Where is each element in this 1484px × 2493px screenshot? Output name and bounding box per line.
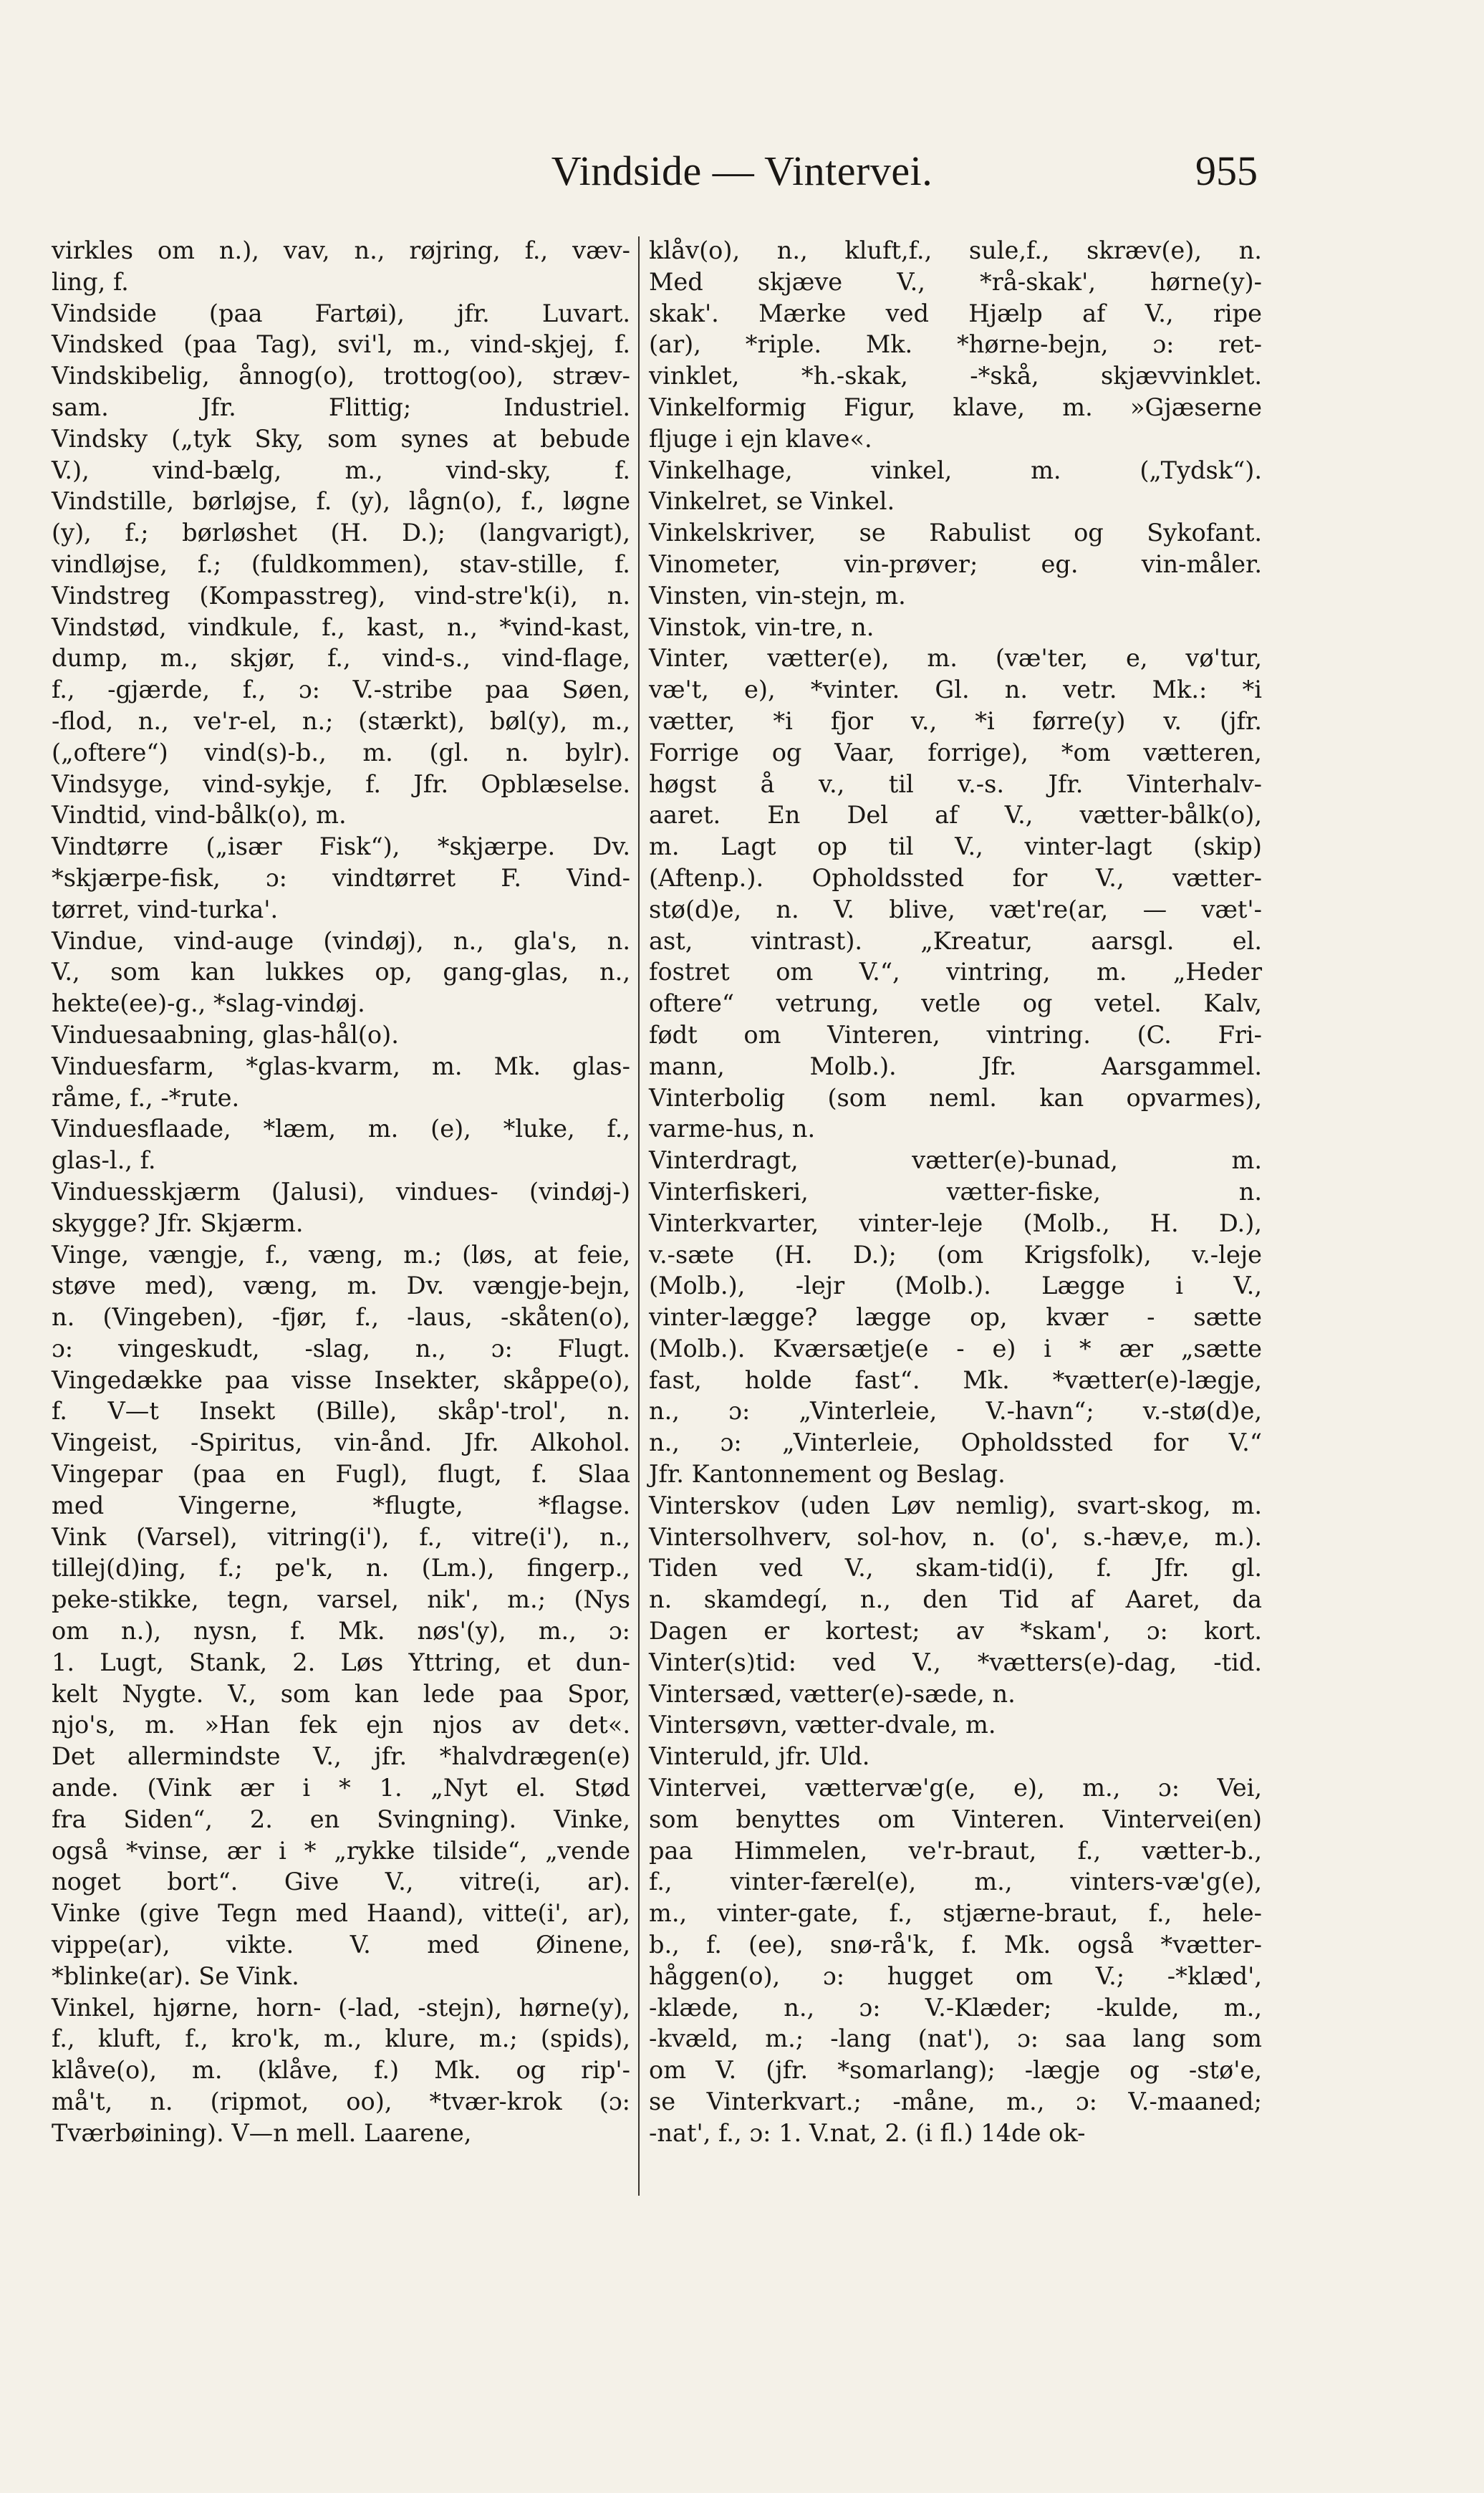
dictionary-line: Vindsky („tyk Sky, som synes at bebude xyxy=(52,424,630,453)
dictionary-line: ande. (Vink ær i * 1. „Nyt el. Stød xyxy=(52,1774,630,1802)
dictionary-line: Vindside (paa Fartøi), jfr. Luvart. xyxy=(52,299,630,327)
dictionary-line: Vinterbolig (som neml. kan opvarmes), xyxy=(649,1083,1262,1112)
running-title: Vindside — Vintervei. xyxy=(551,148,933,194)
dictionary-line: njo's, m. »Han fek ejn njos av det«. xyxy=(52,1711,630,1739)
dictionary-line: dump, m., skjør, f., vind-s., vind-flage, xyxy=(52,644,630,673)
dictionary-line: n., ɔ: „Vinterleie, V.-havn“; v.-stø(d)e, xyxy=(649,1397,1262,1426)
dictionary-line: vinter-lægge? lægge op, kvær - sætte xyxy=(649,1303,1262,1332)
dictionary-line: ɔ: vingeskudt, -slag, n., ɔ: Flugt. xyxy=(52,1334,630,1363)
dictionary-line: f. V—t Insekt (Bille), skåp'-trol', n. xyxy=(52,1397,630,1426)
dictionary-line: se Vinterkvart.; -måne, m., ɔ: V.-maaned; xyxy=(649,2088,1262,2116)
dictionary-line: f., kluft, f., kro'k, m., klure, m.; (spids), xyxy=(52,2024,630,2053)
dictionary-line: ast, vintrast). „Kreatur, aarsgl. el. xyxy=(649,926,1262,955)
dictionary-line: væ't, e), *vinter. Gl. n. vetr. Mk.: *i xyxy=(649,676,1262,704)
dictionary-line: håggen(o), ɔ: hugget om V.; -*klæd', xyxy=(649,1961,1262,1990)
dictionary-line: vætter, *i fjor v., *i førre(y) v. (jfr. xyxy=(649,706,1262,735)
dictionary-line: Forrige og Vaar, forrige), *om vætteren, xyxy=(649,738,1262,767)
dictionary-line: *skjærpe-fisk, ɔ: vindtørret F. Vind- xyxy=(52,863,630,892)
dictionary-line: Vinkelret, se Vinkel. xyxy=(649,487,895,516)
dictionary-line: vippe(ar), vikte. V. med Øinene, xyxy=(52,1931,630,1959)
dictionary-line: n. skamdegí, n., den Tid af Aaret, da xyxy=(649,1585,1262,1614)
dictionary-line: Vinduesflaade, *læm, m. (e), *luke, f., xyxy=(52,1115,630,1143)
dictionary-line: fostret om V.“, vintring, m. „Heder xyxy=(649,958,1262,986)
dictionary-line: v.-sæte (H. D.); (om Krigsfolk), v.-leje xyxy=(649,1240,1262,1269)
dictionary-line: V., som kan lukkes op, gang-glas, n., xyxy=(52,958,630,986)
dictionary-line: Tværbøining). V—n mell. Laarene, xyxy=(52,2118,472,2147)
dictionary-line: om V. (jfr. *somarlang); -lægje og -stø'e, xyxy=(649,2056,1262,2085)
dictionary-line: skak'. Mærke ved Hjælp af V., ripe xyxy=(649,299,1262,327)
dictionary-line: m., vinter-gate, f., stjærne-braut, f., hele- xyxy=(649,1899,1262,1928)
dictionary-line: Vink (Varsel), vitring(i'), f., vitre(i'), n., xyxy=(52,1522,630,1551)
dictionary-line: Vintersæd, vætter(e)-sæde, n. xyxy=(649,1679,1016,1708)
dictionary-line: Vinterdragt, vætter(e)-bunad, m. xyxy=(649,1146,1262,1175)
dictionary-line: vinklet, *h.-skak, -*skå, skjævvinklet. xyxy=(649,362,1262,390)
dictionary-line: aaret. En Del af V., vætter-bålk(o), xyxy=(649,801,1262,830)
dictionary-line: om n.), nysn, f. Mk. nøs'(y), m., ɔ: xyxy=(52,1617,630,1646)
dictionary-line: mann, Molb.). Jfr. Aarsgammel. xyxy=(649,1052,1262,1080)
dictionary-line: n. (Vingeben), -fjør, f., -laus, -skåten(o), xyxy=(52,1303,630,1332)
dictionary-line: n., ɔ: „Vinterleie, Opholdssted for V.“ xyxy=(649,1428,1262,1457)
dictionary-line: Vinge, vængje, f., væng, m.; (løs, at feie, xyxy=(52,1240,630,1269)
dictionary-line: Vinstok, vin-tre, n. xyxy=(649,613,874,641)
dictionary-line: Vindstreg (Kompasstreg), vind-stre'k(i), n. xyxy=(52,581,630,610)
dictionary-line: vindløjse, f.; (fuldkommen), stav-stille, f. xyxy=(52,549,630,578)
dictionary-line: -flod, n., ve'r-el, n.; (stærkt), bøl(y), m., xyxy=(52,706,630,735)
dictionary-line: varme-hus, n. xyxy=(649,1115,816,1143)
dictionary-line: kelt Nygte. V., som kan lede paa Spor, xyxy=(52,1679,630,1708)
dictionary-line: (y), f.; børløshet (H. D.); (langvarigt), xyxy=(52,519,630,547)
dictionary-line: f., vinter-færel(e), m., vinters-væ'g(e), xyxy=(649,1868,1262,1896)
dictionary-line: Jfr. Kantonnement og Beslag. xyxy=(649,1460,1006,1489)
left-column xyxy=(52,235,630,2149)
dictionary-line: Tiden ved V., skam-tid(i), f. Jfr. gl. xyxy=(649,1554,1262,1582)
dictionary-line: fljuge i ejn klave«. xyxy=(649,424,872,453)
dictionary-line: Vinduesskjærm (Jalusi), vindues- (vindøj-) xyxy=(52,1177,630,1206)
dictionary-line: tillej(d)ing, f.; pe'k, n. (Lm.), fingerp., xyxy=(52,1554,630,1582)
dictionary-line: Dagen er kortest; av *skam', ɔ: kort. xyxy=(649,1617,1262,1646)
dictionary-line: Vindsked (paa Tag), svi'l, m., vind-skjej, f. xyxy=(52,330,630,359)
dictionary-line: (Molb.). Kværsætje(e - e) i * ær „sætte xyxy=(649,1334,1262,1363)
dictionary-line: med Vingerne, *flugte, *flagse. xyxy=(52,1491,630,1519)
dictionary-line: Med skjæve V., *rå-skak', hørne(y)- xyxy=(649,267,1262,296)
dictionary-line: 1. Lugt, Stank, 2. Løs Yttring, et dun- xyxy=(52,1648,630,1676)
dictionary-line: Vingedække paa visse Insekter, skåppe(o), xyxy=(52,1365,630,1394)
dictionary-line: Vindue, vind-auge (vindøj), n., gla's, n. xyxy=(52,926,630,955)
dictionary-line: fra Siden“, 2. en Svingning). Vinke, xyxy=(52,1805,630,1833)
dictionary-line: Vinter(s)tid: ved V., *vætters(e)-dag, -tid. xyxy=(649,1648,1262,1676)
column-divider xyxy=(638,236,640,2196)
dictionary-line: virkles om n.), vav, n., røjring, f., væv- xyxy=(52,236,630,264)
dictionary-line: født om Vinteren, vintring. (C. Fri- xyxy=(649,1020,1262,1049)
dictionary-line: Vinometer, vin-prøver; eg. vin-måler. xyxy=(649,549,1262,578)
dictionary-line: paa Himmelen, ve'r-braut, f., vætter-b., xyxy=(649,1836,1262,1865)
dictionary-line: (ar), *riple. Mk. *hørne-bejn, ɔ: ret- xyxy=(649,330,1262,359)
dictionary-line: Vinke (give Tegn med Haand), vitte(i', ar), xyxy=(52,1899,630,1928)
dictionary-line: Vinterskov (uden Løv nemlig), svart-skog, m. xyxy=(649,1491,1262,1519)
dictionary-line: Vinter, vætter(e), m. (væ'ter, e, vø'tur, xyxy=(649,644,1262,673)
dictionary-line: klåv(o), n., kluft,f., sule,f., skræv(e), n. xyxy=(649,236,1262,264)
dictionary-line: m. Lagt op til V., vinter-lagt (skip) xyxy=(649,832,1262,861)
dictionary-line: -klæde, n., ɔ: V.-Klæder; -kulde, m., xyxy=(649,1993,1262,2022)
dictionary-line: som benyttes om Vinteren. Vintervei(en) xyxy=(649,1805,1262,1833)
right-column xyxy=(649,235,1262,2149)
dictionary-line: Vinterkvarter, vinter-leje (Molb., H. D.), xyxy=(649,1209,1262,1237)
dictionary-line: Vintersolhverv, sol-hov, n. (o', s.-hæv,e, m.). xyxy=(649,1522,1262,1551)
dictionary-line: Vinkelskriver, se Rabulist og Sykofant. xyxy=(649,519,1262,547)
dictionary-line: Vingeist, -Spiritus, vin-ånd. Jfr. Alkohol. xyxy=(52,1428,630,1457)
dictionary-line: oftere“ vetrung, vetle og vetel. Kalv, xyxy=(649,989,1262,1018)
dictionary-line: fast, holde fast“. Mk. *vætter(e)-lægje, xyxy=(649,1365,1262,1394)
dictionary-line: V.), vind-bælg, m., vind-sky, f. xyxy=(52,456,630,484)
dictionary-line: Vindskibelig, ånnog(o), trottog(oo), stræv- xyxy=(52,362,630,390)
dictionary-line: *blinke(ar). Se Vink. xyxy=(52,1961,299,1990)
dictionary-line: („oftere“) vind(s)-b., m. (gl. n. bylr). xyxy=(52,738,630,767)
dictionary-line: Vindsyge, vind-sykje, f. Jfr. Opblæselse. xyxy=(52,769,630,798)
dictionary-line: råme, f., -*rute. xyxy=(52,1083,240,1112)
dictionary-line: klåve(o), m. (klåve, f.) Mk. og rip'- xyxy=(52,2056,630,2085)
dictionary-line: Vindstille, børløjse, f. (y), lågn(o), f., løgne xyxy=(52,487,630,516)
dictionary-line: (Molb.), -lejr (Molb.). Lægge i V., xyxy=(649,1272,1262,1300)
dictionary-line: Vinkelformig Figur, klave, m. »Gjæserne xyxy=(649,393,1262,421)
dictionary-line: Vintervei, vættervæ'g(e, e), m., ɔ: Vei, xyxy=(649,1774,1262,1802)
dictionary-line: Det allermindste V., jfr. *halvdrægen(e) xyxy=(52,1742,630,1771)
dictionary-line: -nat', f., ɔ: 1. V.nat, 2. (i fl.) 14de ok- xyxy=(649,2118,1086,2147)
dictionary-line: Vingepar (paa en Fugl), flugt, f. Slaa xyxy=(52,1460,630,1489)
dictionary-line: Vinkel, hjørne, horn- (-lad, -stejn), hørne(y), xyxy=(52,1993,630,2022)
dictionary-line: b., f. (ee), snø-rå'k, f. Mk. også *vætter- xyxy=(649,1931,1262,1959)
dictionary-line: Vinsten, vin-stejn, m. xyxy=(649,581,906,610)
dictionary-line: må't, n. (ripmot, oo), *tvær-krok (ɔ: xyxy=(52,2088,630,2116)
dictionary-line: skygge? Jfr. Skjærm. xyxy=(52,1209,304,1237)
dictionary-line: -kvæld, m.; -lang (nat'), ɔ: saa lang som xyxy=(649,2024,1262,2053)
dictionary-line: Vinkelhage, vinkel, m. („Tydsk“). xyxy=(649,456,1262,484)
dictionary-line: hekte(ee)-g., *slag-vindøj. xyxy=(52,989,365,1018)
dictionary-line: støve med), væng, m. Dv. vængje-bejn, xyxy=(52,1272,630,1300)
dictionary-line: Vindtørre („især Fisk“), *skjærpe. Dv. xyxy=(52,832,630,861)
dictionary-line: glas-l., f. xyxy=(52,1146,156,1175)
dictionary-line: også *vinse, ær i * „rykke tilside“, „vende xyxy=(52,1836,630,1865)
page-header xyxy=(0,147,1484,204)
dictionary-line: ling, f. xyxy=(52,267,129,296)
dictionary-line: peke-stikke, tegn, varsel, nik', m.; (Nys xyxy=(52,1585,630,1614)
dictionary-line: Vindtid, vind-bålk(o), m. xyxy=(52,801,347,830)
page-number: 955 xyxy=(1195,148,1258,194)
dictionary-line: stø(d)e, n. V. blive, væt're(ar, — væt'- xyxy=(649,895,1262,923)
dictionary-line: tørret, vind-turka'. xyxy=(52,895,279,923)
dictionary-line: høgst å v., til v.-s. Jfr. Vinterhalv- xyxy=(649,769,1262,798)
dictionary-line: Vintersøvn, vætter-dvale, m. xyxy=(649,1711,996,1739)
dictionary-line: Vinteruld, jfr. Uld. xyxy=(649,1742,870,1771)
dictionary-line: Vinduesaabning, glas-hål(o). xyxy=(52,1020,399,1049)
dictionary-line: Vindstød, vindkule, f., kast, n., *vind-kast, xyxy=(52,613,630,641)
dictionary-line: (Aftenp.). Opholdssted for V., vætter- xyxy=(649,863,1262,892)
dictionary-line: noget bort“. Give V., vitre(i, ar). xyxy=(52,1868,630,1896)
dictionary-line: Vinterfiskeri, vætter-fiske, n. xyxy=(649,1177,1262,1206)
dictionary-line: sam. Jfr. Flittig; Industriel. xyxy=(52,393,630,421)
dictionary-line: Vinduesfarm, *glas-kvarm, m. Mk. glas- xyxy=(52,1052,630,1080)
dictionary-line: f., -gjærde, f., ɔ: V.-stribe paa Søen, xyxy=(52,676,630,704)
